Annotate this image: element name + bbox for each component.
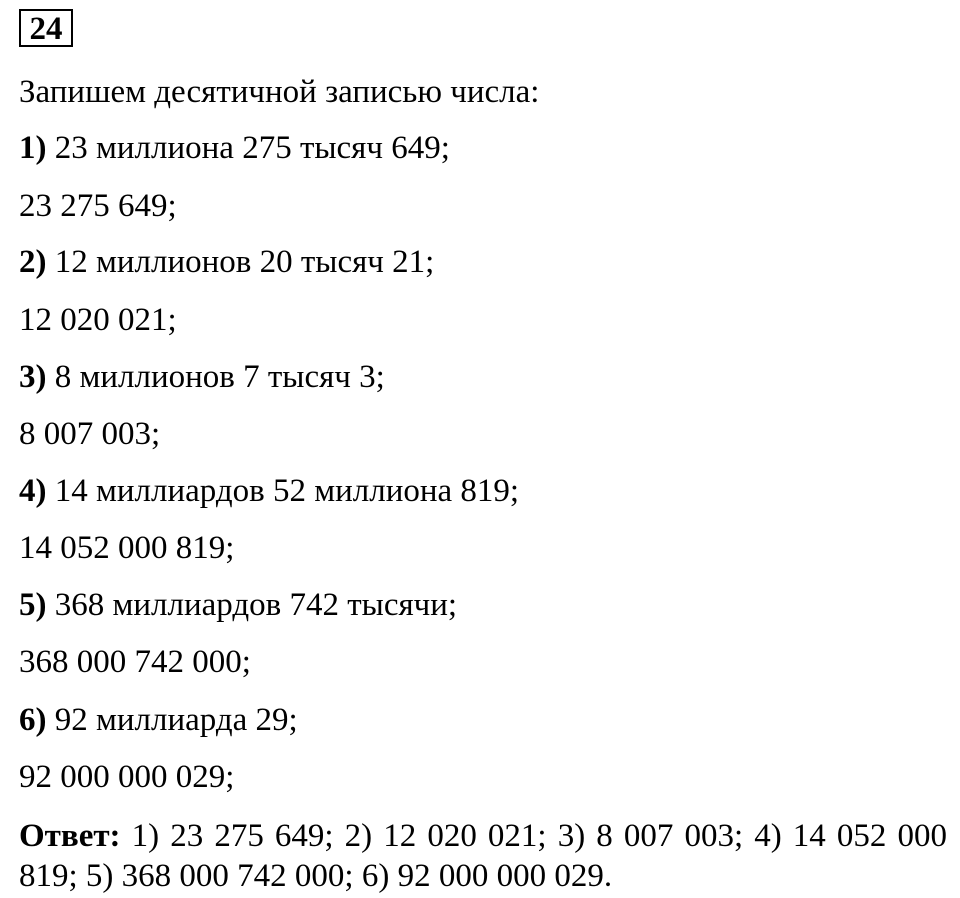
item-5-digits: 368 000 742 000; xyxy=(19,644,251,680)
item-6-words xyxy=(19,700,298,740)
item-1-words xyxy=(19,128,450,168)
answer-label: Ответ: xyxy=(19,818,121,854)
item-4-words xyxy=(19,471,519,511)
intro-text: Запишем десятичной записью числа: xyxy=(19,74,540,110)
item-number: 6) xyxy=(19,702,47,738)
item-number: 5) xyxy=(19,587,47,623)
item-number: 3) xyxy=(19,359,47,395)
item-words: 23 миллиона 275 тысяч 649; xyxy=(54,130,450,166)
item-6-digits: 92 000 000 029; xyxy=(19,759,235,795)
item-3-words xyxy=(19,357,385,397)
item-3-digits: 8 007 003; xyxy=(19,416,161,452)
item-words: 14 миллиардов 52 миллиона 819; xyxy=(54,473,520,509)
item-4-digits: 14 052 000 819; xyxy=(19,530,235,566)
task-number-box: 24 xyxy=(19,9,73,47)
item-1-digits: 23 275 649; xyxy=(19,188,177,224)
item-number: 4) xyxy=(19,473,47,509)
item-number: 2) xyxy=(19,244,47,280)
item-words: 8 миллионов 7 тысяч 3; xyxy=(54,359,385,395)
answer-paragraph xyxy=(19,816,947,896)
item-words: 368 миллиардов 742 тысячи; xyxy=(54,587,458,623)
item-2-words xyxy=(19,242,434,282)
answer-text: 1) 23 275 649; 2) 12 020 021; 3) 8 007 003; 4) 14 052 000 819; 5) 368 000 742 000; 6) 92 000 000 029. xyxy=(19,818,947,894)
item-2-digits: 12 020 021; xyxy=(19,302,177,338)
item-5-words xyxy=(19,585,457,625)
item-words: 12 миллионов 20 тысяч 21; xyxy=(54,244,435,280)
item-number: 1) xyxy=(19,130,47,166)
item-words: 92 миллиарда 29; xyxy=(54,702,298,738)
